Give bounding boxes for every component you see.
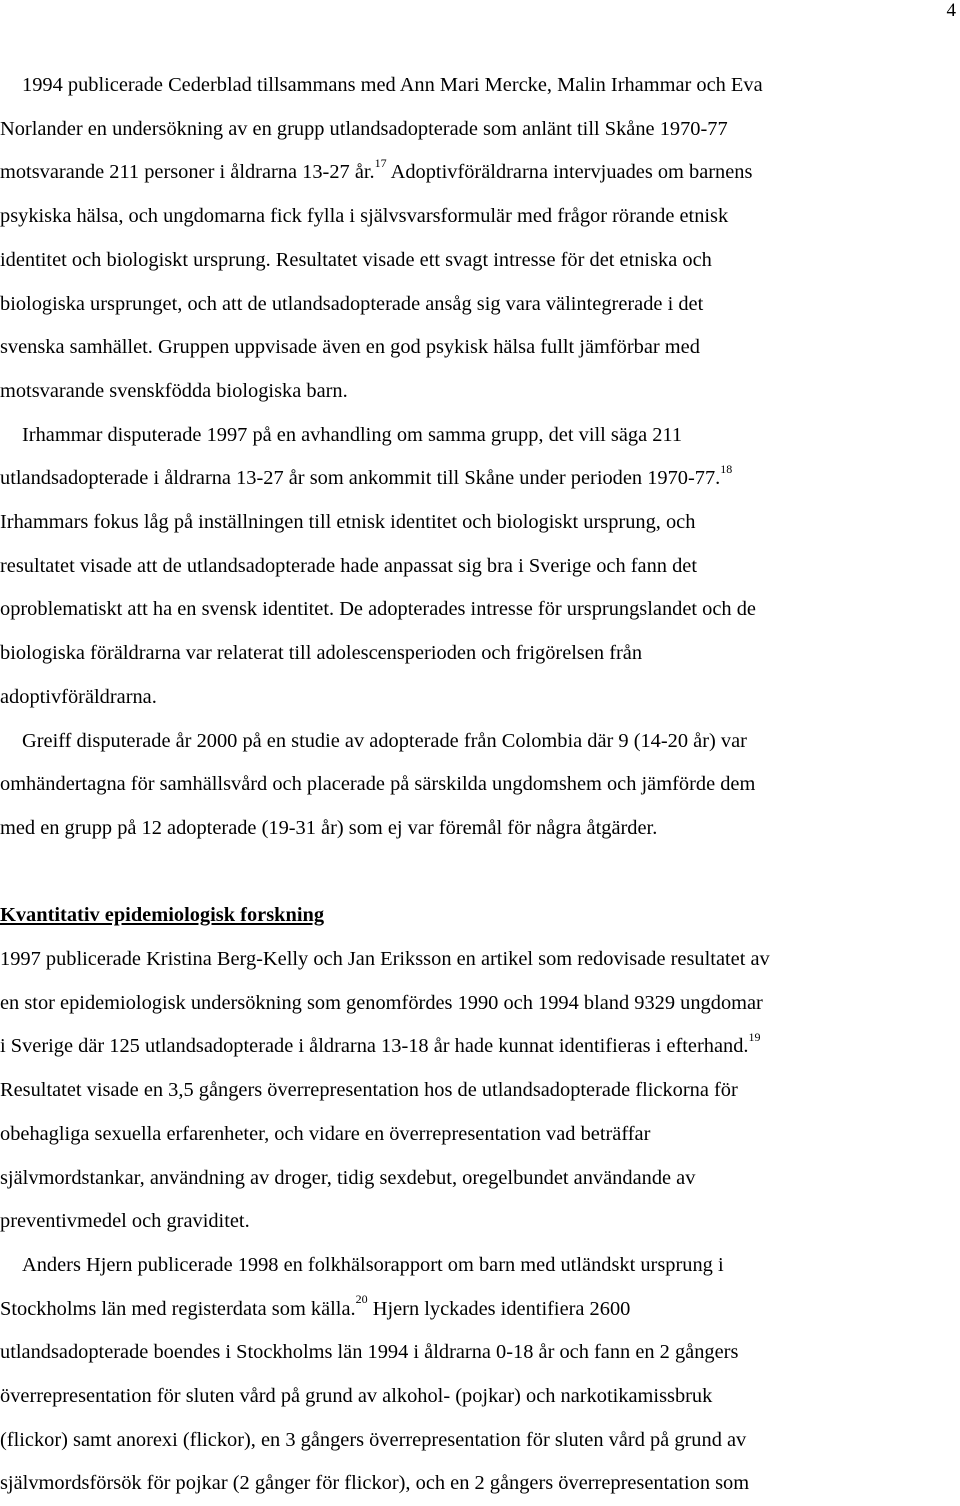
section-quantitative — [0, 938, 958, 1506]
text-line — [0, 457, 958, 501]
footnote-marker: 17 — [374, 155, 387, 170]
text-line: med en grupp på 12 adopterade (19-31 år) som ej var föremål för några åtgärder. — [0, 816, 658, 839]
text-line — [0, 1025, 958, 1069]
text-line: adoptivföräldrarna. — [0, 685, 157, 708]
section-qualitative — [0, 64, 958, 851]
text-line: självmordstankar, användning av droger, tidig sexdebut, oregelbundet användande av — [0, 1166, 696, 1189]
text-line: 1997 publicerade Kristina Berg-Kelly och Jan Eriksson en artikel som redovisade resultatet av — [0, 948, 770, 971]
text-line: motsvarande svenskfödda biologiska barn. — [0, 379, 348, 402]
text-line: biologiska föräldrarna var relaterat till adolescensperioden och frigörelsen från — [0, 642, 643, 665]
text-line: preventivmedel och graviditet. — [0, 1210, 250, 1233]
paragraph — [0, 1244, 958, 1506]
text-line — [0, 1288, 958, 1332]
text-line: (flickor) samt anorexi (flickor), en 3 gångers överrepresentation för sluten vård på grund av — [0, 1428, 747, 1451]
text-line: Norlander en undersökning av en grupp utlandsadopterade som anlänt till Skåne 1970-77 — [0, 117, 728, 140]
paragraph — [0, 64, 958, 414]
line-text: Hjern lyckades identifiera 2600 — [367, 1297, 631, 1320]
line-text: i Sverige där 125 utlandsadopterade i åldrarna 13-18 år hade kunnat identifieras i efterhand. — [0, 1035, 749, 1058]
text-line: svenska samhället. Gruppen uppvisade även en god psykisk hälsa fullt jämförbar med — [0, 336, 700, 359]
document-body — [0, 64, 958, 1506]
text-line: identitet och biologiskt ursprung. Resultatet visade ett svagt intresse för det etniska och — [0, 248, 712, 271]
text-line: Resultatet visade en 3,5 gångers överrepresentation hos de utlandsadopterade flickorna för — [0, 1079, 738, 1102]
text-line: överrepresentation för sluten vård på grund av alkohol- (pojkar) och narkotikamissbruk — [0, 1385, 713, 1408]
text-line: omhändertagna för samhällsvård och placerade på särskilda ungdomshem och jämförde dem — [0, 773, 756, 796]
text-line: Irhammars fokus låg på inställningen till etnisk identitet och biologiskt ursprung, och — [0, 511, 696, 534]
text-line: Anders Hjern publicerade 1998 en folkhälsorapport om barn med utländskt ursprung i — [22, 1253, 724, 1276]
footnote-marker: 20 — [355, 1291, 368, 1306]
text-line: obehagliga sexuella erfarenheter, och vidare en överrepresentation vad beträffar — [0, 1122, 651, 1145]
text-line: resultatet visade att de utlandsadopterade hade anpassat sig bra i Sverige och fann det — [0, 554, 697, 577]
line-text: Adoptivföräldrarna intervjuades om barnens — [386, 161, 753, 184]
line-text: utlandsadopterade i åldrarna 13-27 år som ankommit till Skåne under perioden 1970-77. — [0, 467, 721, 490]
line-text: Stockholms län med registerdata som källa. — [0, 1297, 356, 1320]
text-line: 1994 publicerade Cederblad tillsammans med Ann Mari Mercke, Malin Irhammar och Eva — [22, 74, 763, 96]
section-heading: Kvantitativ epidemiologisk forskning — [0, 904, 325, 927]
text-line: psykiska hälsa, och ungdomarna fick fylla i självsvarsformulär med frågor rörande etnisk — [0, 205, 729, 228]
text-line: oproblematiskt att ha en svensk identitet. De adopterades intresse för ursprungslandet och de — [0, 598, 756, 621]
footnote-marker: 19 — [748, 1029, 761, 1044]
text-line: Irhammar disputerade 1997 på en avhandling om samma grupp, det vill säga 211 — [22, 423, 683, 446]
line-text: motsvarande 211 personer i åldrarna 13-27 år. — [0, 161, 375, 184]
text-line: utlandsadopterade boendes i Stockholms län 1994 i åldrarna 0-18 år och fann en 2 gångers — [0, 1341, 739, 1364]
page-number: 4 — [946, 0, 956, 21]
text-line: biologiska ursprunget, och att de utlandsadopterade ansåg sig vara välintegrerade i det — [0, 292, 704, 315]
text-line: självmordsförsök för pojkar (2 gånger för flickor), och en 2 gångers överrepresentation som — [0, 1472, 750, 1495]
paragraph — [0, 938, 958, 1244]
text-line: en stor epidemiologisk undersökning som genomfördes 1990 och 1994 bland 9329 ungdomar — [0, 991, 763, 1014]
text-line — [0, 151, 958, 195]
footnote-marker: 18 — [720, 461, 733, 476]
text-line: Greiff disputerade år 2000 på en studie av adopterade från Colombia där 9 (14-20 år) var — [22, 729, 747, 752]
paragraph — [0, 414, 958, 720]
paragraph — [0, 720, 958, 851]
